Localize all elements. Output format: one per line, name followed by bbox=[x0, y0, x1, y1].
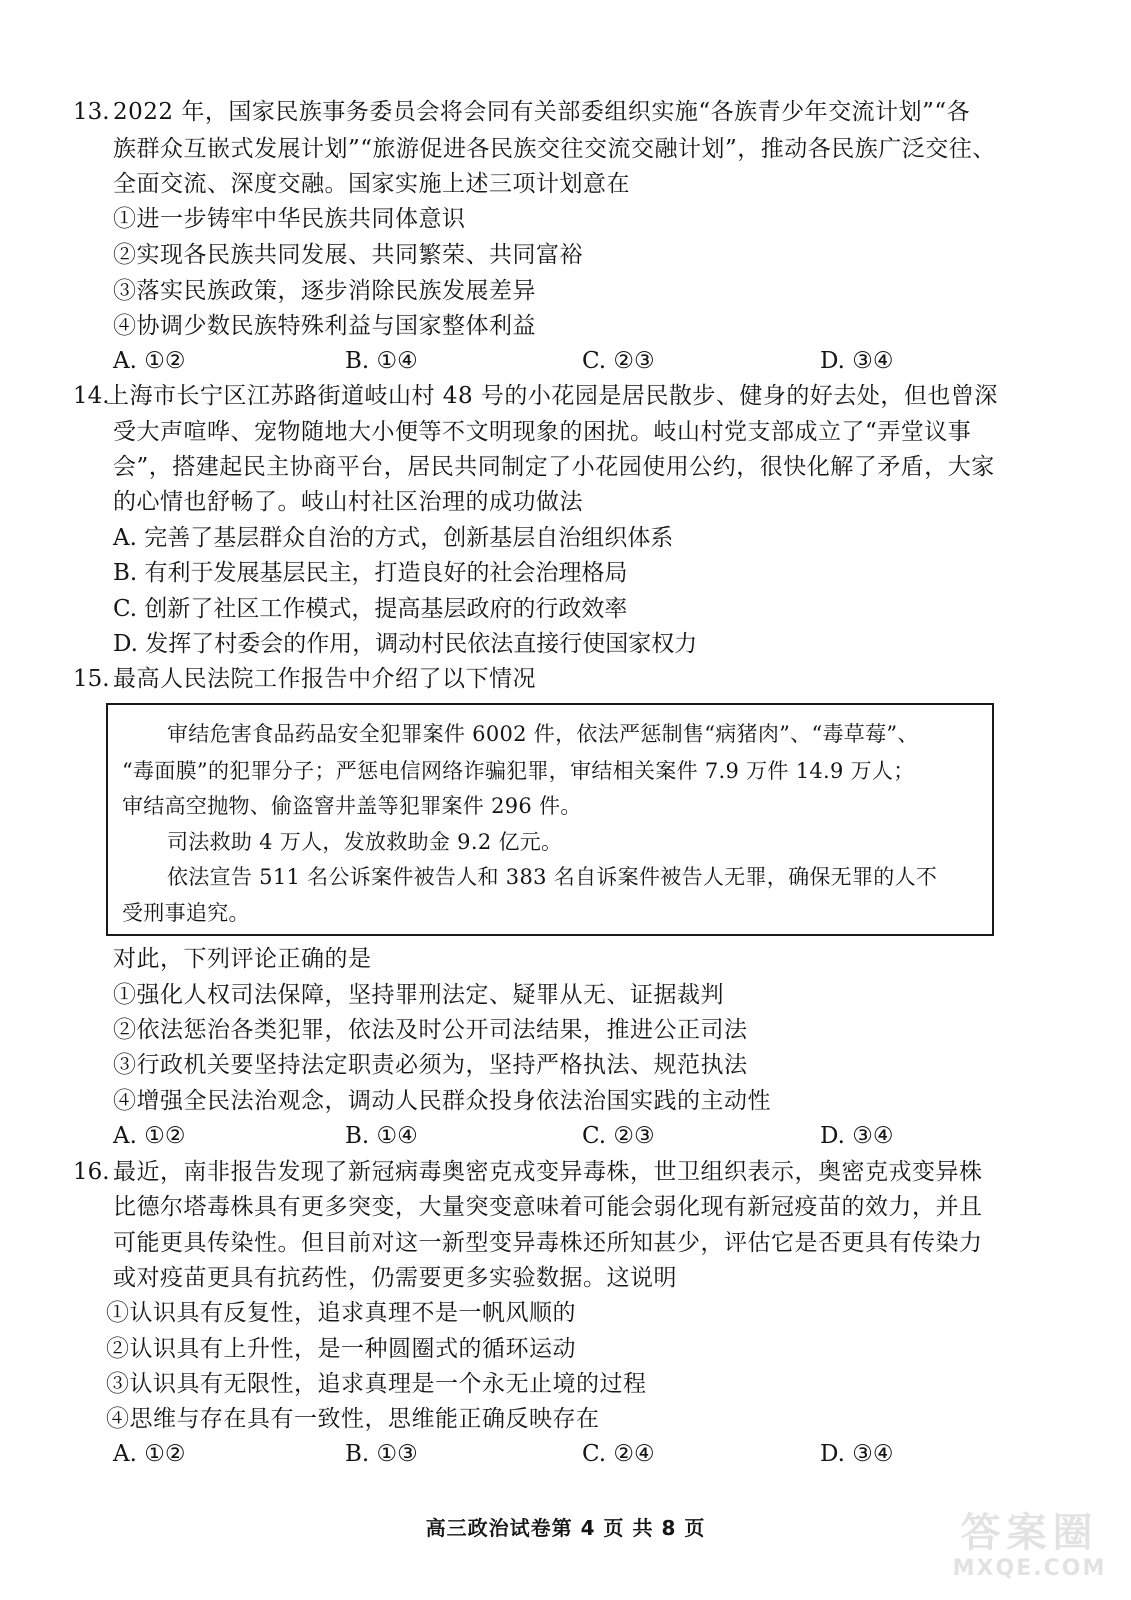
question-stem-line: 族群众互嵌式发展计划”“旅游促进各民族交往交流交融计划”，推动各民族广泛交往、 bbox=[113, 136, 996, 162]
answer-option-c: C. ②③ bbox=[582, 1123, 655, 1149]
statement-item: ①认识具有反复性，追求真理不是一帆风顺的 bbox=[106, 1300, 576, 1326]
question-number: 15. bbox=[73, 666, 110, 692]
question-number: 14. bbox=[73, 383, 110, 409]
material-line: 审结危害食品药品安全犯罪案件 6002 件，依法严惩制售“病猪肉”、“毒草莓”、 bbox=[167, 722, 919, 746]
statement-item: ③认识具有无限性，追求真理是一个永无止境的过程 bbox=[106, 1371, 647, 1397]
question-stem-line: 比德尔塔毒株具有更多突变，大量突变意味着可能会弱化现有新冠疫苗的效力，并且 bbox=[113, 1194, 983, 1220]
statement-item: ①进一步铸牢中华民族共同体意识 bbox=[113, 206, 466, 232]
answer-option-c: C. ②③ bbox=[582, 348, 655, 374]
answer-option-d: D. 发挥了村委会的作用，调动村民依法直接行使国家权力 bbox=[113, 631, 698, 657]
material-box bbox=[106, 703, 994, 936]
question-stem-line: 或对疫苗更具有抗药性，仍需要更多实验数据。这说明 bbox=[113, 1265, 677, 1291]
answer-option-c: C. ②④ bbox=[582, 1441, 655, 1467]
answer-option-b: B. ①③ bbox=[345, 1441, 418, 1467]
watermark-logo bbox=[942, 1510, 1117, 1588]
statement-item: ③行政机关要坚持法定职责必须为，坚持严格执法、规范执法 bbox=[113, 1052, 748, 1078]
question-number: 13. bbox=[73, 99, 110, 125]
answer-option-b: B. ①④ bbox=[345, 348, 418, 374]
material-line: 受刑事追究。 bbox=[122, 901, 250, 925]
statement-item: ④增强全民法治观念，调动人民群众投身依法治国实践的主动性 bbox=[113, 1088, 771, 1114]
watermark-title: 答案圈 bbox=[960, 1510, 1099, 1556]
statement-item: ②实现各民族共同发展、共同繁荣、共同富裕 bbox=[113, 242, 583, 268]
question-number: 16. bbox=[73, 1159, 110, 1185]
question-stem-line: 上海市长宁区江苏路街道岐山村 48 号的小花园是居民散步、健身的好去处，但也曾深 bbox=[106, 383, 998, 409]
answer-option-a: A. 完善了基层群众自治的方式，创新基层自治组织体系 bbox=[113, 525, 674, 551]
material-line: 审结高空抛物、偷盗窨井盖等犯罪案件 296 件。 bbox=[122, 794, 582, 818]
material-line: “毒面膜”的犯罪分子；严惩电信网络诈骗犯罪，审结相关案件 7.9 万件 14.9 万人； bbox=[122, 759, 915, 783]
statement-item: ③落实民族政策，逐步消除民族发展差异 bbox=[113, 278, 536, 304]
watermark-url: MXQE.COM bbox=[952, 1556, 1107, 1581]
question-stem-line: 受大声喧哗、宠物随地大小便等不文明现象的困扰。岐山村党支部成立了“弄堂议事 bbox=[113, 419, 972, 445]
question-stem-line: 会”，搭建起民主协商平台，居民共同制定了小花园使用公约，很快化解了矛盾，大家 bbox=[113, 454, 995, 480]
statement-item: ②认识具有上升性，是一种圆圈式的循环运动 bbox=[106, 1336, 576, 1362]
answer-option-a: A. ①② bbox=[113, 1441, 186, 1467]
question-stem-line: 全面交流、深度交融。国家实施上述三项计划意在 bbox=[113, 171, 630, 197]
answer-option-d: D. ③④ bbox=[820, 348, 894, 374]
statement-item: ④协调少数民族特殊利益与国家整体利益 bbox=[113, 313, 536, 339]
statement-item: ①强化人权司法保障，坚持罪刑法定、疑罪从无、证据裁判 bbox=[113, 982, 724, 1008]
question-stem-line: 2022 年，国家民族事务委员会将会同有关部委组织实施“各族青少年交流计划”“各 bbox=[113, 99, 971, 125]
question-stem-line: 的心情也舒畅了。岐山村社区治理的成功做法 bbox=[113, 489, 583, 515]
material-line: 司法救助 4 万人，发放救助金 9.2 亿元。 bbox=[167, 830, 563, 854]
answer-option-d: D. ③④ bbox=[820, 1441, 894, 1467]
page-footer: 高三政治试卷第 4 页 共 8 页 bbox=[425, 1516, 706, 1540]
answer-option-b: B. ①④ bbox=[345, 1123, 418, 1149]
question-stem-line: 最高人民法院工作报告中介绍了以下情况 bbox=[113, 666, 536, 692]
question-stem-line: 最近，南非报告发现了新冠病毒奥密克戎变异毒株，世卫组织表示，奥密克戎变异株 bbox=[113, 1159, 983, 1185]
question-prompt: 对此，下列评论正确的是 bbox=[113, 946, 372, 972]
answer-option-b: B. 有利于发展基层民主，打造良好的社会治理格局 bbox=[113, 560, 628, 586]
statement-item: ②依法惩治各类犯罪，依法及时公开司法结果，推进公正司法 bbox=[113, 1017, 748, 1043]
answer-option-d: D. ③④ bbox=[820, 1123, 894, 1149]
statement-item: ④思维与存在具有一致性，思维能正确反映存在 bbox=[106, 1406, 600, 1432]
material-line: 依法宣告 511 名公诉案件被告人和 383 名自诉案件被告人无罪，确保无罪的人不 bbox=[167, 865, 938, 889]
answer-option-a: A. ①② bbox=[113, 348, 186, 374]
answer-option-a: A. ①② bbox=[113, 1123, 186, 1149]
answer-option-c: C. 创新了社区工作模式，提高基层政府的行政效率 bbox=[113, 596, 628, 622]
question-stem-line: 可能更具传染性。但目前对这一新型变异毒株还所知甚少，评估它是否更具有传染力 bbox=[113, 1230, 983, 1256]
